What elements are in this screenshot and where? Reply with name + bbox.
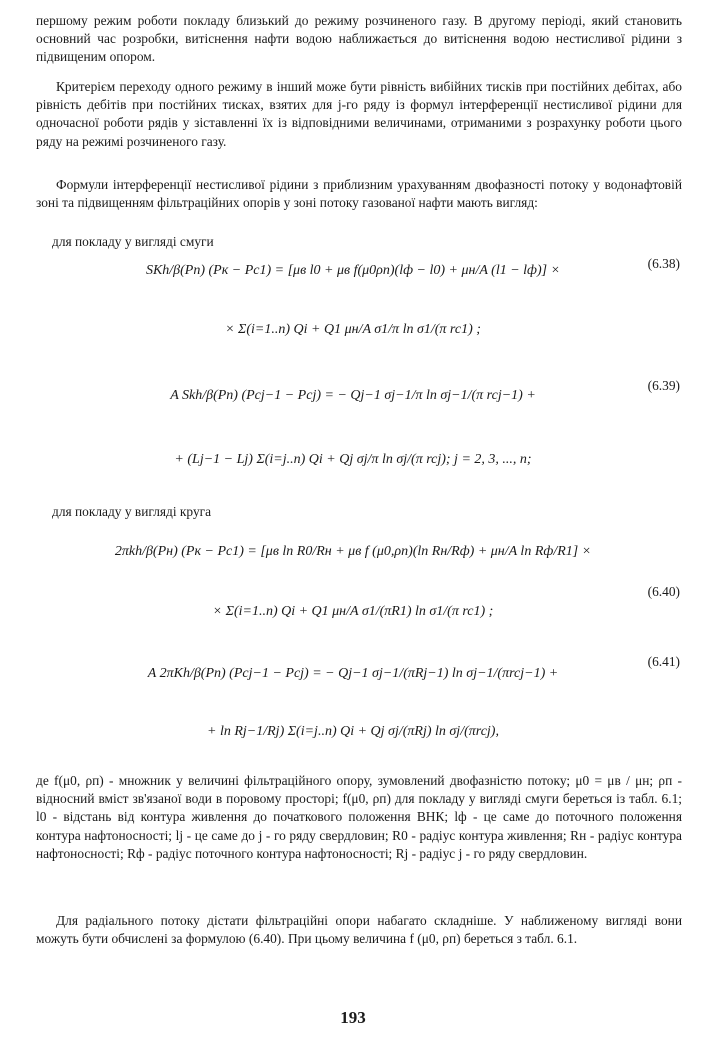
equation-6-39-line1: A Skh/β(Pп) (Pcj−1 − Pcj) = − Qj−1 σj−1/π ln σj−1/(π rcj−1) + [170,388,536,403]
equation-6-41-line2: + ln Rj−1/Rj) Σ(i=j..n) Qi + Qj σj/(πRj) ln σj/(πrcj), [207,724,499,739]
equation-number-6-41: (6.41) [647,654,680,669]
equation-6-38-line1: SKh/β(Pп) (Pк − Pc1) = [μв l0 + μв f(μ0ρп)(lф − l0) + μн/A (l1 − lф)] × [145,263,561,278]
equation-number-6-40: (6.40) [647,584,680,599]
paragraph-criterion: Критерієм переходу одного режиму в інший може бути рівність вибійних тисків при постійних дебітах, або рівність дебітів при постійних тисках, взятих для j-го ряду із формул інтерференції нестисливої рідини для одночасної роботи рядів у зіставленні їх із відповідними величинами, отриманими з розрахунку роботи цього ряду на режимі розчиненого газу. [36,79,682,149]
paragraph-intro: першому режим роботи покладу близький до режиму розчиненого газу. В другому періоді, який становить основний час розробки, витіснення нафти водою наближається до витіснення водою нестисливої рідини з підвищеним опором. [36,13,682,65]
subheading-strip-deposit: для покладу у вигляді смуги [52,234,214,249]
paragraph-radial-flow: Для радіального потоку дістати фільтраційні опори набагато складніше. У наближеному вигляді вони можуть бути обчислені за формулою (6.40). При цьому величина f (μ0, ρп) береться з табл. 6.1. [36,913,682,947]
paragraph-formulas-intro: Формули інтерференції нестисливої рідини з приблизним урахуванням двофазності потоку у водонафтовій зоні та підвищенням фільтраційних опорів у зоні потоку газованої нафти мають вигляд: [36,177,682,211]
equation-number-6-38: (6.38) [647,256,680,271]
equation-6-39-line2: + (Lj−1 − Lj) Σ(i=j..n) Qi + Qj σj/π ln σj/(π rcj); j = 2, 3, ..., n; [174,452,532,467]
equation-6-38-line2: × Σ(i=1..n) Qi + Q1 μн/A σ1/π ln σ1/(π rc1) ; [225,322,481,337]
equation-number-6-39: (6.39) [647,378,680,393]
equation-6-40-line2: × Σ(i=1..n) Qi + Q1 μн/A σ1/(πR1) ln σ1/(π rc1) ; [212,604,494,619]
equation-6-41-line1: A 2πKh/β(Pп) (Pcj−1 − Pcj) = − Qj−1 σj−1/(πRj−1) ln σj−1/(πrcj−1) + [147,666,559,681]
subheading-circle-deposit: для покладу у вигляді круга [52,504,212,519]
page-number: 193 [340,1008,366,1027]
equation-6-40-line1: 2πkh/β(Pн) (Pк − Pc1) = [μв ln R0/Rн + μв f (μ0,ρп)(ln Rн/Rф) + μн/A ln Rф/R1] × [114,544,592,559]
paragraph-definitions: де f(μ0, ρп) - множник у величині фільтраційного опору, зумовлений двофазністю потоку; μ0 = μв / μн; ρп - відносний вміст зв'язаної води в поровому просторі; f(μ0, ρп) для покладу у вигляді смуги береться із табл. 6.1; l0 - відстань від контура живлення до початкового положення ВНК; lф - це саме до поточного положення контура нафтоносності; lj - це саме до j - го ряду свердловин; R0 - радіус контура живлення; Rн - радіус контура нафтоносності; Rф - радіус поточного контура нафтоносності; Rj - радіус j - го ряду свердловин. [36,773,682,861]
